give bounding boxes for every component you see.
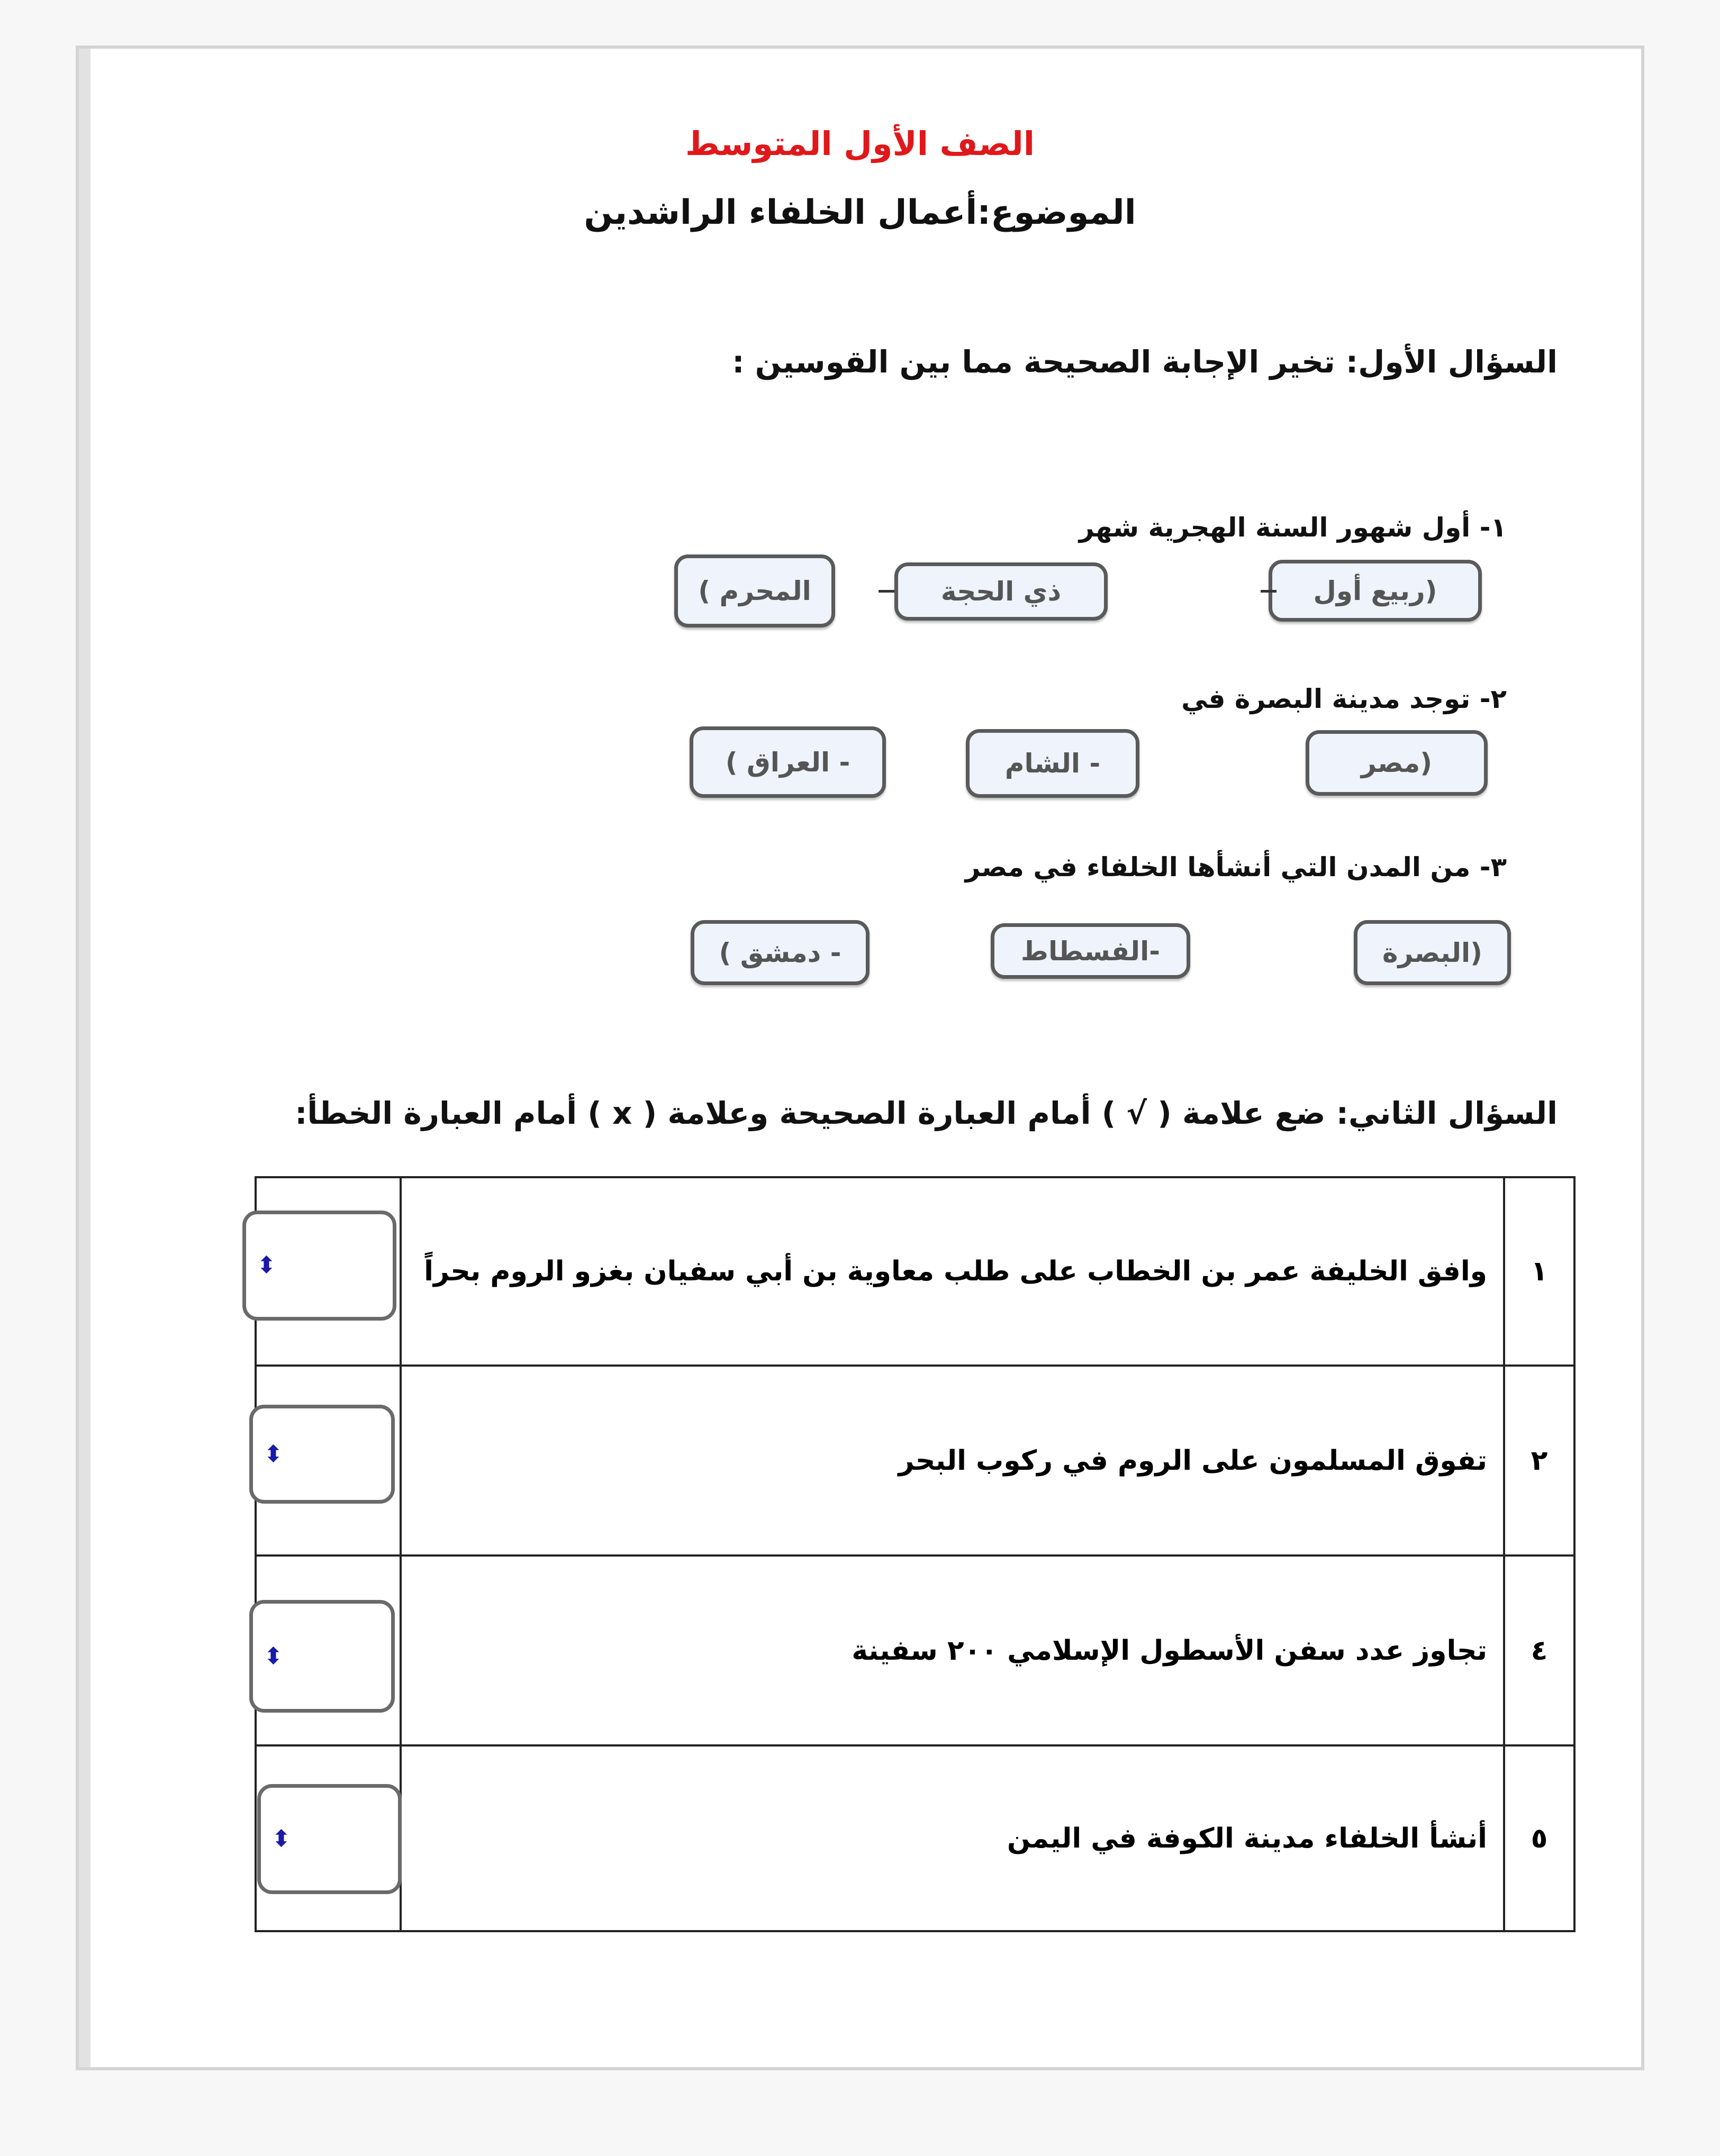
option-box[interactable]: (مصر <box>1306 730 1488 796</box>
question1-item-1: ١- أول شهور السنة الهجرية شهر <box>1079 512 1507 543</box>
row-number: ٢ <box>1504 1366 1574 1555</box>
row-number: ١ <box>1504 1177 1574 1366</box>
up-down-chevron-icon: ⬍ <box>257 1252 276 1279</box>
table-row <box>256 1177 1574 1366</box>
separator-dash <box>1261 590 1277 593</box>
answer-dropdown-3[interactable] <box>249 1600 395 1713</box>
question2-heading: السؤال الثاني: ضع علامة ( √ ) أمام العبارة الصحيحة وعلامة ( x ) أمام العبارة الخطأ: <box>295 1095 1558 1131</box>
table-row <box>256 1555 1574 1745</box>
option-box[interactable]: المحرم ) <box>674 554 835 627</box>
statement: تجاوز عدد سفن الأسطول الإسلامي ٢٠٠ سفينة <box>401 1555 1504 1745</box>
option-box[interactable]: - العراق ) <box>690 726 886 798</box>
option-box[interactable]: - الشام <box>966 729 1139 798</box>
up-down-chevron-icon: ⬍ <box>264 1642 283 1670</box>
table-row <box>256 1366 1574 1555</box>
grade-title: الصف الأول المتوسط <box>685 124 1035 163</box>
option-box[interactable]: ذي الحجة <box>894 562 1108 621</box>
row-number: ٤ <box>1504 1555 1574 1745</box>
question1-heading: السؤال الأول: تخير الإجابة الصحيحة مما بين القوسين : <box>732 344 1558 380</box>
option-box[interactable]: -الفسطاط <box>991 923 1190 979</box>
option-box[interactable]: (البصرة <box>1354 920 1511 985</box>
statement: أنشأ الخلفاء مدينة الكوفة في اليمن <box>401 1745 1504 1931</box>
statement: تفوق المسلمون على الروم في ركوب البحر <box>401 1366 1504 1555</box>
table-row <box>256 1745 1574 1931</box>
question1-item-2: ٢- توجد مدينة البصرة في <box>1181 684 1507 714</box>
question1-item-3: ٣- من المدن التي أنشأها الخلفاء في مصر <box>965 852 1507 883</box>
up-down-chevron-icon: ⬍ <box>271 1825 291 1852</box>
statement: وافق الخليفة عمر بن الخطاب على طلب معاوية بن أبي سفيان بغزو الروم بحراً <box>401 1177 1504 1366</box>
true-false-table <box>255 1176 1576 1932</box>
answer-dropdown-1[interactable] <box>242 1211 396 1321</box>
option-box[interactable]: - دمشق ) <box>691 920 870 985</box>
up-down-chevron-icon: ⬍ <box>264 1440 283 1468</box>
answer-dropdown-2[interactable] <box>249 1405 395 1504</box>
answer-dropdown-4[interactable] <box>257 1784 402 1894</box>
separator-dash <box>879 590 894 593</box>
row-number: ٥ <box>1504 1745 1574 1931</box>
topic-title: الموضوع:أعمال الخلفاء الراشدين <box>584 193 1136 232</box>
option-box[interactable]: (ربيع أول <box>1269 560 1482 622</box>
